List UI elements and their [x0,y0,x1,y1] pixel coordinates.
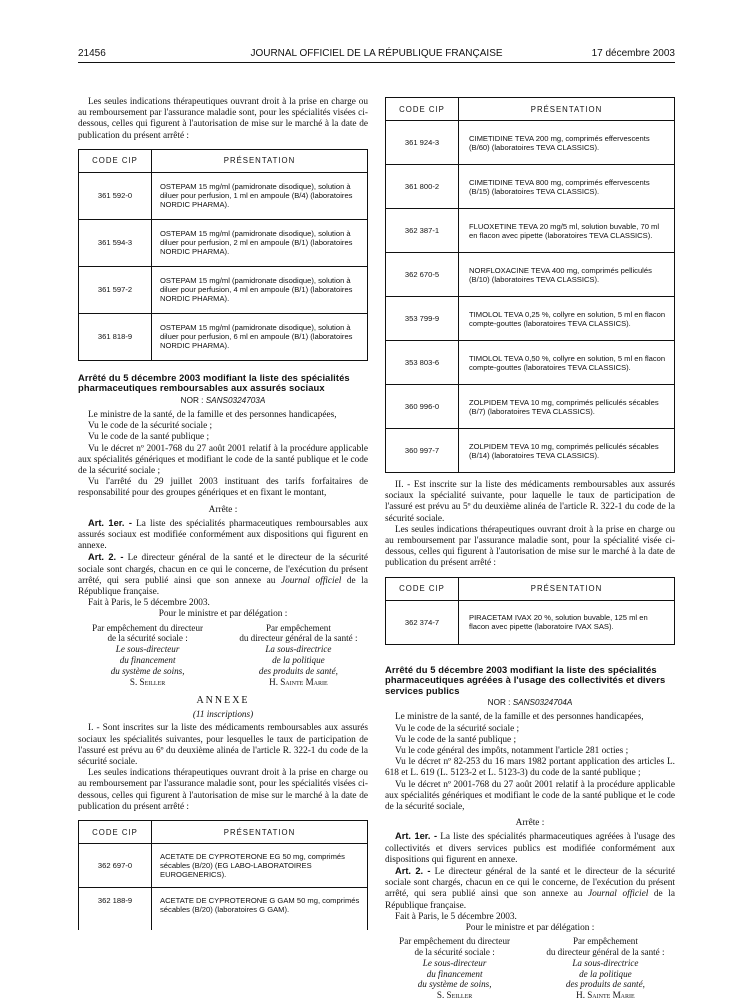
right-column [385,97,675,1001]
signature-line: de la sécurité sociale : [414,947,495,958]
table-header-presentation: PRÉSENTATION [152,149,368,172]
signature-title: des produits de santé, [565,979,645,990]
article-label: Art. 2. - [88,552,124,563]
vu-line: Vu le décret nº 2001-768 du 27 août 2001 relatif à la procédure applicable aux spécialités génériques et modifiant le code de la santé publique et le code de la sécurité sociale, [385,779,675,813]
presentation-text: TIMOLOL TEVA 0,50 %, collyre en solution, 5 ml en flacon compte-gouttes (laboratoires TEVA CLASSICS). [459,341,675,385]
table-row [386,121,675,165]
minister-line: Le ministre de la santé, de la famille et des personnes handicapées, [395,712,644,723]
presentation-text: CIMETIDINE TEVA 200 mg, comprimés effervescents (B/60) (laboratoires TEVA CLASSICS). [459,121,675,165]
annexe-paragraph: I. - Sont inscrites sur la liste des médicaments remboursables aux assurés sociaux les spécialités suivantes, pour lesquelles le taux de participation de l'assuré est prévu au 6º du deuxième alinéa de l'article R. 322-1 du code de la sécurité sociale. [78,723,368,768]
cip-code: 353 803-6 [386,341,459,385]
article-text: de la République française. [385,889,675,911]
article-text: La liste des spécialités pharmaceutiques agréées à l'usage des collectivités et divers services publics est modifiée conformément aux dispositions qui figurent en annexe. [385,832,675,865]
signature-line: Par empêchement [265,622,331,633]
vu-line: Vu le code de la santé publique ; [88,432,210,443]
table-header-code: CODE CIP [386,98,459,121]
annexe-paragraph: Les seules indications thérapeutiques ouvrant droit à la prise en charge ou au remboursement par l'assurance maladie sont, pour les spécialités visées ci-dessous, celles qui figurent à l'autorisation de mise sur le marché à la date de publication du présent arrêté : [78,768,368,812]
vu-line: Vu le décret nº 82-253 du 16 mars 1982 portant application des articles L. 618 et L. 619 (L. 5123-2 et L. 5123-3) du code de la santé publique ; [385,757,675,779]
inscriptions-count: (11 inscriptions) [192,709,254,720]
vu-line: Vu le code général des impôts, notamment l'article 281 octies ; [395,746,629,757]
arrete-heading: Arrêté du 5 décembre 2003 modifiant la liste des spécialités pharmaceutiques agréées à l'usage des collectivités et divers services publics [385,663,666,696]
issue-date: 17 décembre 2003 [591,48,675,59]
cip-code: 361 818-9 [79,313,152,360]
presentation-text: ACETATE DE CYPROTERONE G GAM 50 mg, comprimés sécables (B/20) (laboratoires G GAM). [152,888,368,931]
table-header-presentation: PRÉSENTATION [459,577,675,600]
presentation-text: CIMETIDINE TEVA 800 mg, comprimés effervescents (B/15) (laboratoires TEVA CLASSICS). [459,165,675,209]
signature-block [78,623,368,688]
table-row [386,297,675,341]
section-ii-paragraph: Les seules indications thérapeutiques ouvrant droit à la prise en charge ou au remboursement par l'assurance maladie sont, pour la spécialité visée ci-dessous, celles qui figurent à l'autorisation de mise sur le marché à la date de publication du présent arrêté : [385,524,675,569]
signature-left [385,936,524,1001]
fait-line: Fait à Paris, le 5 décembre 2003. [88,598,210,609]
ostepam-table [78,149,368,361]
presentation-text: FLUOXETINE TEVA 20 mg/5 ml, solution buvable, 70 ml en flacon avec pipette (laboratoires TEVA CLASSICS). [459,209,675,253]
signature-line: du directeur général de la santé : [546,947,665,958]
journal-officiel-ref: Journal officiel [587,889,649,900]
signatory-name: H. Sainte Marie [269,676,328,687]
article-label: Art. 2. - [395,866,431,877]
header-rule [78,62,675,63]
signature-title: Le sous-directeur [422,957,487,968]
cip-code: 361 597-2 [79,266,152,313]
article-2 [78,552,368,598]
table-row [79,888,368,931]
article-text: Le directeur général de la santé et le directeur de la sécurité sociale sont chargés, chacun en ce qui le concerne, de l'exécution du présent arrêté, qui sera publié ainsi que son annexe au [78,553,369,586]
signature-right [536,936,675,1001]
presentation-text: OSTEPAM 15 mg/ml (pamidronate disodique), solution à diluer pour perfusion, 4 ml en ampoule (B/1) (laboratoires NORDIC PHARMA). [152,266,368,313]
table-row [386,385,675,429]
presentation-text: ZOLPIDEM TEVA 10 mg, comprimés pelliculés sécables (B/7) (laboratoires TEVA CLASSICS). [459,385,675,429]
delegation-line: Pour le ministre et par délégation : [465,923,595,934]
nor-reference [78,396,368,405]
teva-table [385,97,675,473]
intro-paragraph: Les seules indications thérapeutiques ouvrant droit à la prise en charge ou au remboursement par l'assurance maladie sont, pour les spécialités visées ci-dessous, celles qui figurent à l'autorisation de mise sur le marché à la date de publication du présent arrêté : [78,97,368,141]
cip-code: 361 592-0 [79,172,152,219]
piracetam-table [385,577,675,645]
cip-code: 361 594-3 [79,219,152,266]
table-row [79,313,368,360]
table-row [79,266,368,313]
table-row [386,165,675,209]
signatory-name: S. Seiller [436,990,473,1001]
signature-title: La sous-directrice [265,644,332,655]
cip-code: 362 387-1 [386,209,459,253]
signature-title: Le sous-directeur [115,644,180,655]
presentation-text: ZOLPIDEM TEVA 10 mg, comprimés pelliculés sécables (B/14) (laboratoires TEVA CLASSICS). [459,429,675,473]
cip-code: 360 997-7 [386,429,459,473]
nor-label: NOR : [180,396,204,405]
arrete-line: Arrête : [208,504,238,515]
signature-line: de la sécurité sociale : [107,633,188,644]
signatory-name: S. Seiller [129,676,166,687]
nor-label: NOR : [487,698,511,708]
article-1 [78,518,368,553]
vu-line: Vu le décret nº 2001-768 du 27 août 2001 relatif à la procédure applicable aux spécialités génériques et modifiant le code de la santé publique et le code de la sécurité sociale ; [78,443,368,477]
table-row [79,172,368,219]
signature-title: La sous-directrice [572,957,639,968]
table-row [79,844,368,888]
vu-line: Vu le code de la sécurité sociale ; [395,723,520,734]
cyproterone-table [78,820,368,930]
signature-line: Par empêchement du directeur [92,622,204,633]
table-header-presentation: PRÉSENTATION [459,98,675,121]
journal-title: JOURNAL OFFICIEL DE LA RÉPUBLIQUE FRANÇAISE [250,48,503,59]
presentation-text: OSTEPAM 15 mg/ml (pamidronate disodique), solution à diluer pour perfusion, 2 ml en ampoule (B/1) (laboratoires NORDIC PHARMA). [152,219,368,266]
presentation-text: ACETATE DE CYPROTERONE EG 50 mg, comprimés sécables (B/20) (EG LABO-LABORATOIRES EUROGENERICS). [152,844,368,888]
table-row [386,253,675,297]
fait-line: Fait à Paris, le 5 décembre 2003. [395,911,517,922]
article-text: de la République française. [78,575,368,598]
delegation-line: Pour le ministre et par délégation : [158,609,288,620]
table-header-code: CODE CIP [79,821,152,844]
annexe-heading: ANNEXE [196,695,250,707]
signatory-name: H. Sainte Marie [576,990,635,1001]
signature-line: Par empêchement [572,936,638,947]
table-row [386,429,675,473]
table-header-presentation: PRÉSENTATION [152,821,368,844]
article-1 [385,831,675,866]
signature-right [229,623,368,688]
article-text: La liste des spécialités pharmaceutiques remboursables aux assurés sociaux est modifiée conformément aux dispositions qui figurent en annexe. [78,518,369,552]
minister-line: Le ministre de la santé, de la famille et des personnes handicapées, [88,410,337,420]
cip-code: 362 374-7 [386,600,459,644]
signature-line: Par empêchement du directeur [399,936,511,947]
signature-block [385,936,675,1001]
vu-line: Vu l'arrêté du 29 juillet 2003 instituant des tarifs forfaitaires de responsabilité pour des groupes génériques et en fixant le montant, [78,477,368,499]
table-row [386,209,675,253]
signature-title: du financement [119,655,176,666]
article-label: Art. 1er. - [395,831,438,842]
table-row [386,600,675,644]
section-ii-paragraph: II. - Est inscrite sur la liste des médicaments remboursables aux assurés sociaux la spécialité suivante, pour laquelle le taux de participation de l'assuré est prévu au 5º du deuxième alinéa de l'article R. 322-1 du code de la sécurité sociale. [385,480,675,524]
cip-code: 353 799-9 [386,297,459,341]
article-text: Le directeur général de la santé et le directeur de la sécurité sociale sont chargés, chacun en ce qui le concerne, de l'exécution du présent arrêté, qui sera publié ainsi que son annexe au [385,867,676,900]
vu-line: Vu le code de la sécurité sociale ; [88,421,213,432]
table-row [386,341,675,385]
arrete-line: Arrête : [515,818,545,829]
presentation-text: NORFLOXACINE TEVA 400 mg, comprimés pelliculés (B/10) (laboratoires TEVA CLASSICS). [459,253,675,297]
signature-left [78,623,217,688]
nor-reference [385,698,675,707]
arrete-heading: Arrêté du 5 décembre 2003 modifiant la liste des spécialités pharmaceutiques remboursables aux assurés sociaux [78,371,350,394]
cip-code: 362 697-0 [79,844,152,888]
signature-title: du système de soins, [110,665,185,676]
signature-title: du financement [426,968,483,979]
presentation-text: OSTEPAM 15 mg/ml (pamidronate disodique), solution à diluer pour perfusion, 1 ml en ampoule (B/4) (laboratoires NORDIC PHARMA). [152,172,368,219]
article-2 [385,866,675,912]
cip-code: 360 996-0 [386,385,459,429]
cip-code: 361 800-2 [386,165,459,209]
signature-title: de la politique [272,655,325,666]
vu-line: Vu le code de la santé publique ; [395,734,517,745]
cip-code: 361 924-3 [386,121,459,165]
signature-title: des produits de santé, [258,665,338,676]
left-column [78,97,368,937]
page-header [78,48,675,62]
table-row [79,219,368,266]
cip-code: 362 670-5 [386,253,459,297]
signature-title: de la politique [579,968,632,979]
table-header-code: CODE CIP [79,149,152,172]
cip-code: 362 188-9 [79,888,152,931]
signature-line: du directeur général de la santé : [239,633,358,644]
presentation-text: OSTEPAM 15 mg/ml (pamidronate disodique), solution à diluer pour perfusion, 6 ml en ampoule (B/1) (laboratoires NORDIC PHARMA). [152,313,368,360]
presentation-text: TIMOLOL TEVA 0,25 %, collyre en solution, 5 ml en flacon compte-gouttes (laboratoires TEVA CLASSICS). [459,297,675,341]
signature-title: du système de soins, [417,979,492,990]
nor-code: SANS0324703A [205,396,266,405]
table-header-code: CODE CIP [386,577,459,600]
article-label: Art. 1er. - [88,517,132,528]
nor-code: SANS0324704A [512,698,573,708]
journal-officiel-ref: Journal officiel [280,575,342,586]
presentation-text: PIRACETAM IVAX 20 %, solution buvable, 125 ml en flacon avec pipette (laboratoire IVAX SAS). [459,600,675,644]
page-number: 21456 [78,48,106,59]
